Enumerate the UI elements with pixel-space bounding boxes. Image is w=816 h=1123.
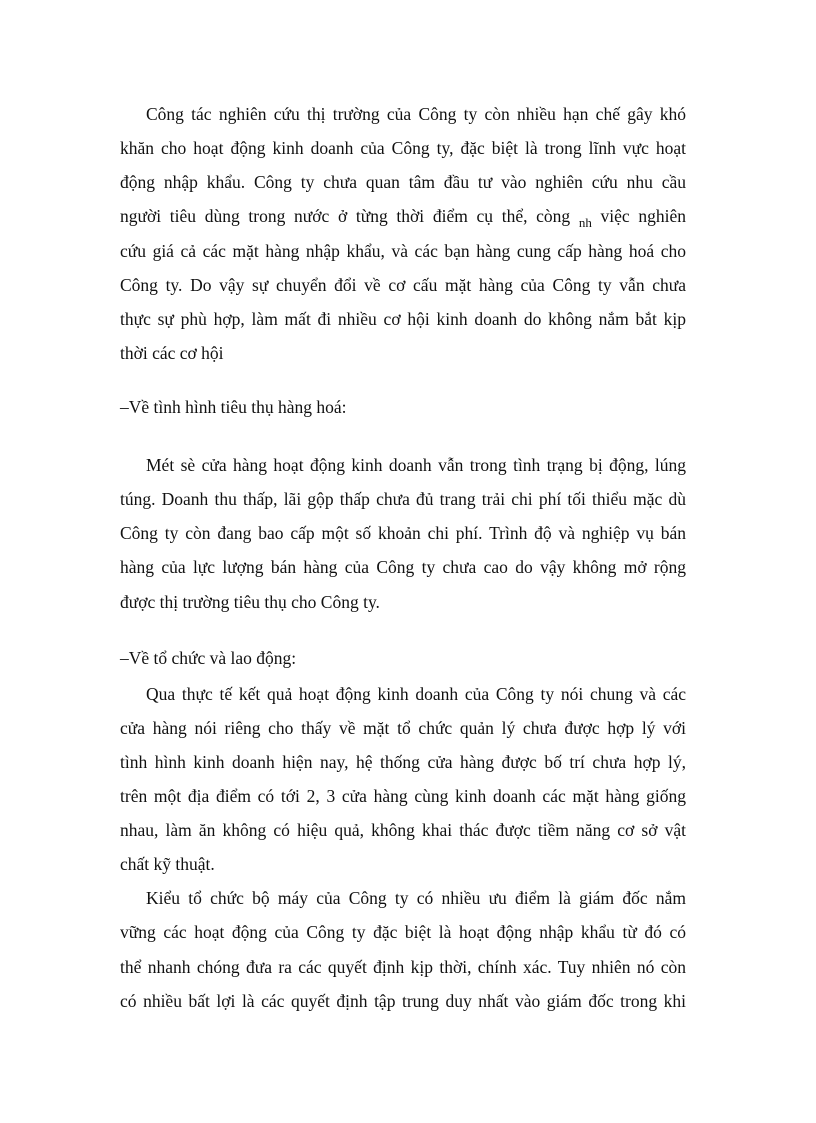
paragraph-3-line-3: tình hình kinh doanh hiện nay, hệ thống cửa hàng được bố trí chưa hợp lý,	[120, 752, 686, 772]
paragraph-3-line-6: chất kỹ thuật.	[120, 854, 215, 874]
paragraph-1-line-4-subscript: nh	[578, 215, 592, 230]
paragraph-3-line-1: Qua thực tế kết quả hoạt động kinh doanh của Công ty nói chung và các	[146, 684, 686, 704]
paragraph-4-line-4: có nhiều bất lợi là các quyết định tập trung duy nhất vào giám đốc trong khi	[120, 991, 686, 1011]
paragraph-2-line-1: Mét sè cửa hàng hoạt động kinh doanh vẫn trong tình trạng bị động, lúng	[146, 455, 686, 475]
paragraph-3-line-4: trên một địa điểm có tới 2, 3 cửa hàng cùng kinh doanh các mặt hàng giống	[120, 786, 686, 806]
paragraph-2-line-3: Công ty còn đang bao cấp một số khoản chi phí. Trình độ và nghiệp vụ bán	[120, 523, 686, 543]
paragraph-1-line-7: thực sự phù hợp, làm mất đi nhiều cơ hội kinh doanh do không nắm bắt kịp	[120, 309, 686, 329]
paragraph-4-line-2: vững các hoạt động của Công ty đặc biệt là hoạt động nhập khẩu từ đó có	[120, 922, 686, 942]
paragraph-1-line-8: thời các cơ hội	[120, 343, 224, 363]
paragraph-1-line-2: khăn cho hoạt động kinh doanh của Công ty, đặc biệt là trong lĩnh vực hoạt	[120, 138, 686, 158]
paragraph-1-line-1: Công tác nghiên cứu thị trường của Công ty còn nhiều hạn chế gây khó	[146, 104, 686, 124]
paragraph-1-line-6: Công ty. Do vậy sự chuyển đổi về cơ cấu mặt hàng của Công ty vẫn chưa	[120, 275, 686, 295]
section-heading-organization: –Về tổ chức và lao động:	[120, 648, 297, 668]
paragraph-2-line-4: hàng của lực lượng bán hàng của Công ty chưa cao do vậy không mở rộng	[120, 557, 686, 577]
paragraph-3-line-2: cửa hàng nói riêng cho thấy về mặt tổ chức quản lý chưa được hợp lý với	[120, 718, 686, 738]
paragraph-1-line-4-start: người tiêu dùng trong nước ở từng thời điểm cụ thể, còng	[120, 206, 571, 226]
paragraph-1-line-5: cứu giá cả các mặt hàng nhập khẩu, và các bạn hàng cung cấp hàng hoá cho	[120, 241, 686, 261]
paragraph-1-line-4	[120, 205, 686, 229]
paragraph-1-line-4-end: việc nghiên	[600, 206, 687, 226]
paragraph-4-line-3: thể nhanh chóng đưa ra các quyết định kịp thời, chính xác. Tuy nhiên nó còn	[120, 957, 686, 977]
paragraph-4-line-1: Kiểu tổ chức bộ máy của Công ty có nhiều ưu điểm là giám đốc nắm	[146, 888, 686, 908]
paragraph-2-line-5: được thị trường tiêu thụ cho Công ty.	[120, 592, 380, 612]
paragraph-3-line-5: nhau, làm ăn không có hiệu quả, không khai thác được tiềm năng cơ sở vật	[120, 820, 686, 840]
paragraph-2-line-2: túng. Doanh thu thấp, lãi gộp thấp chưa đủ trang trải chi phí tối thiểu mặc dù	[120, 489, 686, 509]
section-heading-sales: –Về tình hình tiêu thụ hàng hoá:	[120, 397, 347, 417]
paragraph-1-line-3: động nhập khẩu. Công ty chưa quan tâm đầu tư vào nghiên cứu nhu cầu	[120, 172, 686, 192]
